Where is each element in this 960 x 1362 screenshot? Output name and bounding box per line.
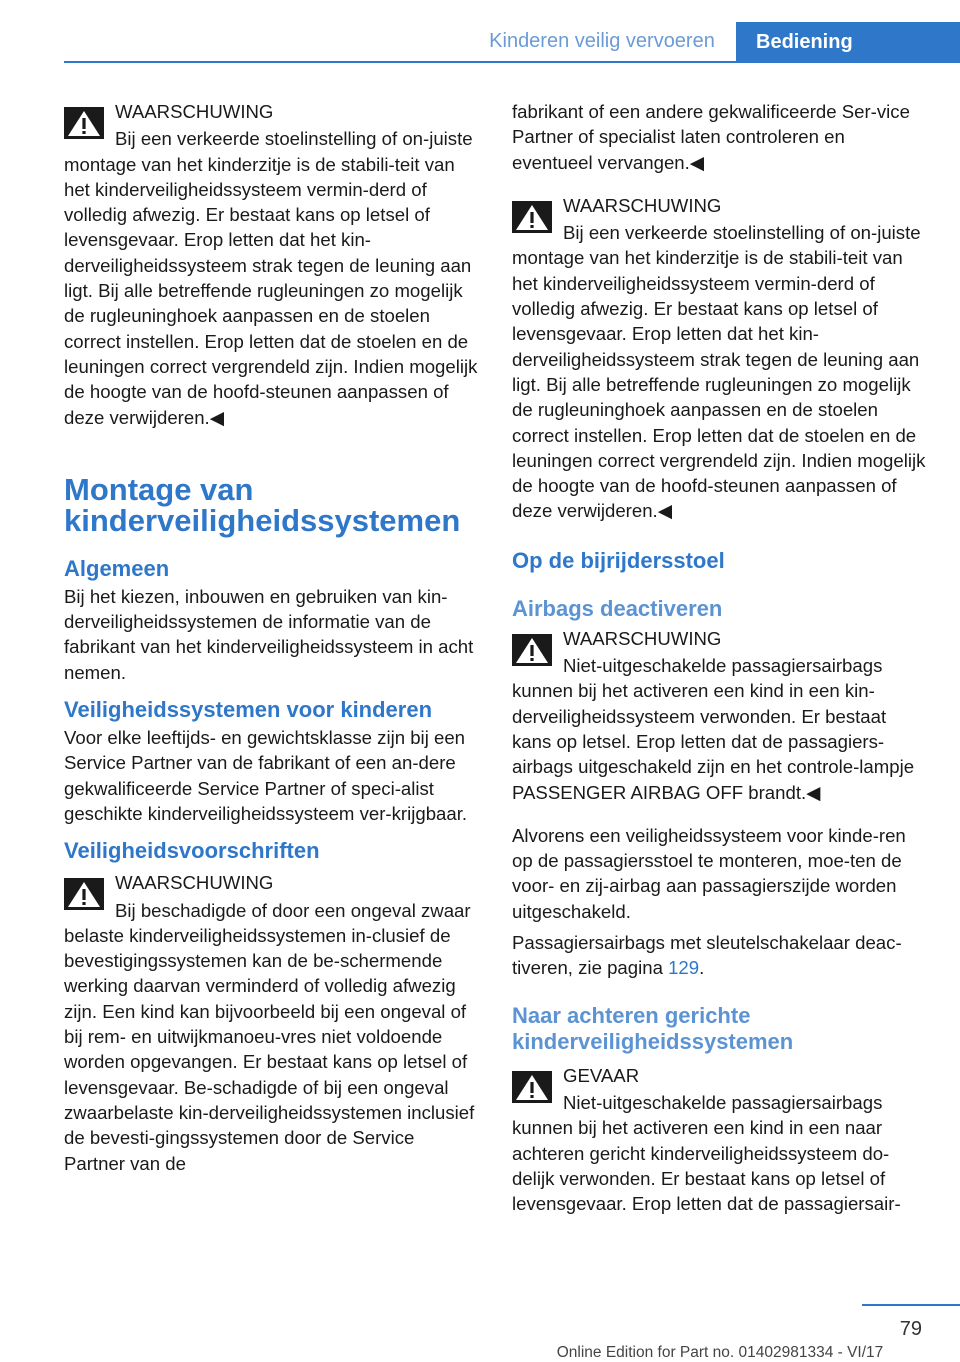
heading-safety-rules: Veiligheidsvoorschriften xyxy=(64,838,320,864)
heading-passenger-seat: Op de bijrijdersstoel xyxy=(512,547,725,573)
left-column xyxy=(64,99,478,1176)
heading-rear-facing-line1: Naar achteren gerichte xyxy=(512,1002,751,1028)
continued-text: fabrikant of een andere gekwalificeerde Ser-vice Partner of specialist laten controleren en eventueel vervangen.◀ xyxy=(512,101,910,173)
warning-text: Niet-uitgeschakelde passagiersairbags kunnen bij het activeren een kind in een kin-derveiligheidssysteem verwonden. Er bestaat kans op letsel. Erop letten dat de passagiers-airbags uitgeschakeld zijn en het controle-lampje PASSENGER AIRBAG OFF brandt.◀ xyxy=(512,655,915,803)
paragraph-before-install: Alvorens een veiligheidssysteem voor kinde-ren op de passagiersstoel te monteren, moe-ten de voor- en zij-airbag aan passagierszijde worden uitgeschakeld. xyxy=(512,824,906,922)
danger-block xyxy=(512,1063,926,1217)
warning-text: Bij een verkeerde stoelinstelling of on-juiste montage van het kinderzitje is de stabili-teit van het kinderveiligheidssysteem vermin-derd of volledig afwezig. Er bestaat kans op letsel of levensgevaar. Erop letten dat het kin-derveiligheidssysteem strak tegen de leuning aan ligt. Bij alle betreffende rugleuningen zo mogelijk de rugleuninghoek aanpassen en de stoelen correct instellen. Erop letten dat de stoelen en de leuningen correct vergrendeld zijn. Indien mogelijk de hoogte van de hoofd-steunen aanpassen of deze verwijderen.◀ xyxy=(64,128,478,428)
page-number: 79 xyxy=(899,1318,922,1340)
right-column xyxy=(512,99,926,1216)
paragraph-key-switch xyxy=(512,930,926,981)
warning-label: WAARSCHUWING xyxy=(563,194,722,216)
warning-icon xyxy=(512,201,552,233)
page-link-129[interactable]: 129 xyxy=(668,957,700,979)
footer-rule xyxy=(862,1304,960,1306)
warning-label: WAARSCHUWING xyxy=(115,101,274,122)
warning-text: Bij beschadigde of door een ongeval zwaar belaste kinderveiligheidssystemen in-clusief de bevestigingssystemen kan de be-schermende werking daarvan verminderd of volledig afwezig zijn. Een kind kan bijvoorbeeld bij een ongeval of bij rem- en uitwijkmanoeu-vres niet voldoende worden opgevangen. Er bestaat kans op letsel of levensgevaar. Be-schadigde of bij een ongeval zwaarbelaste kin-derveiligheidssystemen inclusief de bevesti-gingssystemen door de Service Partner van de xyxy=(64,899,475,1174)
warning-block xyxy=(512,193,926,524)
warning-text: Bij een verkeerde stoelinstelling of on-juiste montage van het kinderzitje is de stabili-teit van het kinderveiligheidssysteem vermin-derd of volledig afwezig. Er bestaat kans op letsel of levensgevaar. Erop letten dat het kin-derveiligheidssysteem strak tegen de leuning aan ligt. Bij alle betreffende rugleuningen zo mogelijk de rugleuninghoek aanpassen en de stoelen correct instellen. Erop letten dat de stoelen en de leuningen correct vergrendeld zijn. Indien mogelijk de hoogte van de hoofd-steunen aanpassen of deze verwijderen.◀ xyxy=(512,222,926,522)
key-switch-text: Passagiersairbags met sleutelschakelaar deac-tiveren, zie pagina xyxy=(512,932,902,979)
chapter-heading xyxy=(64,471,478,538)
heading-rear-facing-line2: kinderveiligheidssystemen xyxy=(512,1028,794,1054)
warning-block xyxy=(64,870,478,1176)
paragraph-general: Bij het kiezen, inbouwen en gebruiken van kin-derveiligheidssystemen de informatie van de fabrikant van het kinderveiligheidssysteem in acht nemen. xyxy=(64,585,474,683)
warning-icon xyxy=(64,878,104,910)
header-rule xyxy=(64,61,960,63)
heading-deactivate-airbags: Airbags deactiveren xyxy=(512,595,723,621)
danger-text: Niet-uitgeschakelde passagiersairbags kunnen bij het activeren een kind in een naar achteren gericht kinderveiligheidssysteem do-delijk verwonden. Er bestaat kans op letsel of levensgevaar. Erop letten dat de passagiersair- xyxy=(512,1091,901,1215)
chapter-heading-line1: Montage van xyxy=(64,471,254,507)
footer-edition: Online Edition for Part no. 01402981334 - VI/17 xyxy=(556,1344,884,1361)
warning-label: WAARSCHUWING xyxy=(563,627,722,649)
warning-icon xyxy=(512,634,552,666)
warning-label: WAARSCHUWING xyxy=(115,872,274,894)
danger-label: GEVAAR xyxy=(563,1064,640,1086)
page-header xyxy=(0,0,960,62)
header-chapter-tab[interactable]: Bediening xyxy=(736,22,960,62)
heading-rear-facing xyxy=(512,1003,926,1055)
header-section-title[interactable]: Kinderen veilig vervoeren xyxy=(489,30,715,52)
warning-block xyxy=(64,99,478,430)
warning-icon xyxy=(512,1071,552,1103)
heading-child-systems: Veiligheidssystemen voor kinderen xyxy=(64,697,433,723)
warning-icon xyxy=(64,107,104,139)
paragraph-child-systems: Voor elke leeftijds- en gewichtsklasse zijn bij een Service Partner van de fabrikant of een an-dere gekwalificeerde Service Partner of speci-alist geschikte kinderveiligheidssysteem ver-krijgbaar. xyxy=(64,727,468,824)
key-switch-suffix: . xyxy=(699,957,705,979)
warning-block xyxy=(512,626,926,805)
heading-general: Algemeen xyxy=(64,555,170,581)
chapter-heading-line2: kinderveiligheidssystemen xyxy=(64,502,461,538)
